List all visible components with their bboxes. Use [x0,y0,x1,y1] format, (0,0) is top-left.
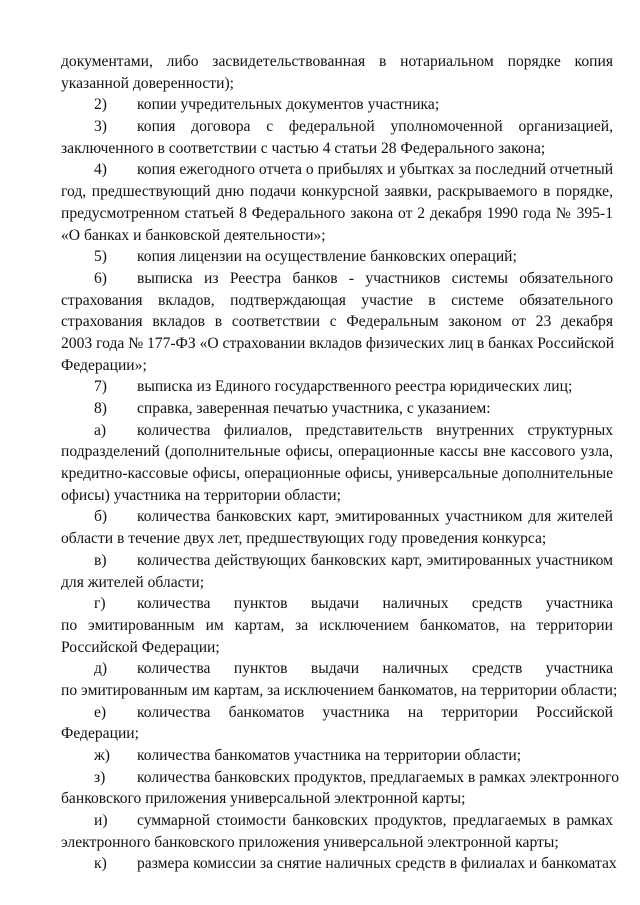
list-item-continuation: Федерации; [61,725,139,743]
list-item-marker: 6) [94,269,107,287]
list-item-continuation: 2003 года № 177-ФЗ «О страховании вкладов физических лиц в банках Российской [61,334,615,352]
list-item-marker: б) [94,508,108,526]
list-item-continuation: страхования вкладов в соответствии с Федеральным законом от 23 декабря [61,313,613,331]
list-item [61,745,613,767]
list-item [61,376,613,398]
list-item-marker: к) [94,855,107,873]
list-item [61,593,613,615]
list-item-text: суммарной стоимости банковских продуктов, предлагаемых в рамках [137,812,613,830]
list-item-text: количества банкоматов участника на территории области; [137,747,522,764]
list-item-continuation: банковского приложения универсальной электронной карты; [61,790,466,808]
list-item-continuation: подразделений (дополнительные офисы, операционные кассы вне кассового узла, [61,443,613,461]
intro-line: документами, либо засвидетельствованная в нотариальном порядке копия [61,53,613,70]
list-item-text: выписка из Реестра банков - участников системы обязательного [137,269,613,287]
list-item-text: количества действующих банковских карт, эмитированных участником [137,551,613,569]
list-item-text: количества банковских карт, эмитированных участником для жителей [137,508,613,526]
list-item [61,116,613,138]
list-item-continuation: Российской Федерации; [61,638,220,656]
list-item [61,246,613,268]
list-item-marker: 4) [94,161,107,179]
list-item-continuation: «О банках и банковской деятельности»; [61,226,326,244]
list-item-continuation: кредитно-кассовые офисы, операционные офисы, универсальные дополнительные [61,465,613,483]
list-item-text: количества банкоматов участника на территории Российской [137,703,613,721]
list-item-continuation: Федерации»; [61,356,147,374]
list-item-marker: а) [94,421,107,439]
list-item-continuation: области в течение двух лет, предшествующих году проведения конкурса; [61,530,547,548]
list-item [61,853,617,875]
list-item-continuation: страхования вкладов, подтверждающая участие в системе обязательного [61,291,613,309]
list-item-marker: г) [94,595,106,613]
list-item-marker: 8) [94,400,107,417]
list-item-text: количества филиалов, представительств внутренних структурных [137,421,613,439]
list-item [61,767,620,789]
list-item [61,506,613,528]
list-item [61,398,613,420]
list-item-marker: 7) [94,378,107,396]
list-item-marker: 3) [94,118,107,136]
list-item-continuation: офисы) участника на территории области; [61,486,341,504]
list-item-continuation: год, предшествующий дню подачи конкурсной заявки, раскрываемого в порядке, [61,183,613,201]
list-item-text: копии учредительных документов участника; [137,96,440,114]
list-item-text: количества пунктов выдачи наличных средств участника [137,595,613,613]
list-item-marker: 2) [94,96,107,114]
list-item-text: размера комиссии за снятие наличных средств в филиалах и банкоматах [137,855,617,873]
list-item [61,550,613,572]
list-item-continuation: для жителей области; [61,573,205,591]
list-item-marker: з) [94,768,106,786]
list-item-continuation: предусмотренном статьей 8 Федерального закона от 2 декабря 1990 года № 395-1 [61,204,613,222]
list-item-continuation: заключенного в соответствии с частью 4 статьи 28 Федерального закона; [61,139,546,157]
list-item-marker: 5) [94,248,107,266]
list-item-text: копия лицензии на осуществление банковских операций; [137,248,517,266]
list-item [61,658,613,680]
list-item-marker: е) [94,703,107,721]
list-item-text: копия договора с федеральной уполномоченной организацией, [137,118,613,136]
list-item [61,94,613,116]
list-item-text: копия ежегодного отчета о прибылях и убытках за последний отчетный [137,161,614,179]
list-item-marker: ж) [94,747,110,764]
list-item-text: количества банковских продуктов, предлагаемых в рамках электронного [137,768,620,786]
list-item [61,810,613,832]
list-item-continuation: электронного банковского приложения универсальной электронной карты; [61,833,559,851]
list-item [61,702,613,724]
list-item [61,159,613,181]
intro-line: указанной доверенности); [61,74,234,92]
list-item-continuation: по эмитированным им картам, за исключением банкоматов, на территории [61,616,613,634]
list-item [61,268,613,290]
list-item-marker: в) [94,551,107,569]
list-item-marker: д) [94,660,108,678]
list-item-continuation: по эмитированным им картам, за исключением банкоматов, на территории области; [61,681,618,699]
list-item-text: количества пунктов выдачи наличных средств участника [137,660,613,678]
list-item-text: выписка из Единого государственного реестра юридических лиц; [137,378,573,396]
list-item-text: справка, заверенная печатью участника, с указанием: [137,400,491,417]
list-item [61,420,613,442]
list-item-marker: и) [94,812,108,830]
document-body [61,51,620,875]
